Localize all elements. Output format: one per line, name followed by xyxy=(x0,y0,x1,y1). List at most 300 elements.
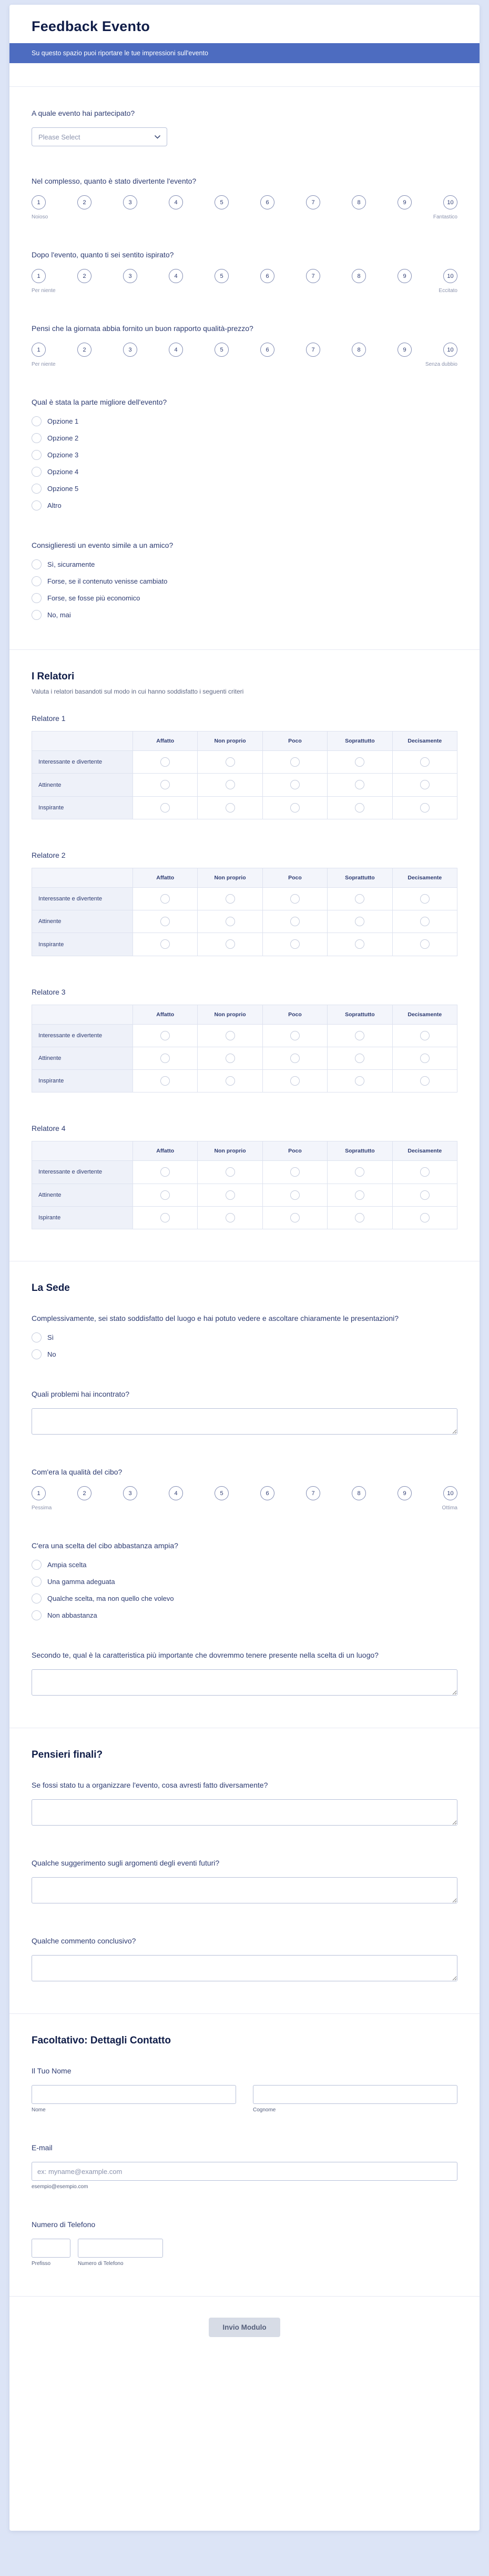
scale-option-7[interactable]: 7 xyxy=(306,343,320,357)
question-label: Il Tuo Nome xyxy=(32,2067,72,2076)
table-row xyxy=(32,774,457,796)
radio-option-label: Sì, sicuramente xyxy=(47,560,95,569)
matrix-radio-cell[interactable] xyxy=(198,910,262,933)
scale-option-9[interactable]: 9 xyxy=(398,1486,412,1500)
radio-circle-icon xyxy=(160,1076,170,1086)
matrix-column-header: Decisamente xyxy=(392,731,457,751)
table-row xyxy=(32,751,457,774)
event-select[interactable] xyxy=(32,127,167,146)
table-row xyxy=(32,933,457,956)
question-label: Pensi che la giornata abbia fornito un buon rapporto qualità-prezzo? xyxy=(32,324,253,333)
matrix-radio-cell[interactable] xyxy=(262,1070,327,1092)
radio-circle-icon xyxy=(420,1167,430,1177)
matrix-radio-cell[interactable] xyxy=(198,1070,262,1092)
matrix-title: Relatore 1 xyxy=(32,714,66,723)
radio-option-label: Sì xyxy=(47,1334,54,1342)
matrix-radio-cell[interactable] xyxy=(262,1047,327,1069)
radio-circle-icon xyxy=(420,1213,430,1222)
matrix-radio-cell[interactable] xyxy=(133,1161,198,1184)
radio-option[interactable] xyxy=(32,593,457,603)
scale-options xyxy=(32,1486,457,1500)
scale-option-5[interactable]: 5 xyxy=(215,343,229,357)
radio-circle-icon xyxy=(32,1610,42,1620)
radio-circle-icon xyxy=(32,1593,42,1603)
matrix-radio-cell[interactable] xyxy=(198,774,262,796)
question-soddisfatto-luogo xyxy=(32,1313,457,1359)
scale-option-9[interactable]: 9 xyxy=(398,269,412,283)
radio-circle-icon xyxy=(226,1167,235,1177)
radio-circle-icon xyxy=(355,1054,364,1063)
matrix-column-header: Poco xyxy=(262,868,327,887)
matrix-radio-cell[interactable] xyxy=(328,933,392,956)
table-row xyxy=(32,1047,457,1069)
scale-option-4[interactable]: 4 xyxy=(169,269,183,283)
scale-option-2[interactable]: 2 xyxy=(77,1486,91,1500)
radio-group xyxy=(32,1332,457,1359)
matrix-corner-cell xyxy=(32,731,133,751)
question-consiglieresti xyxy=(32,540,457,620)
radio-circle-icon xyxy=(32,433,42,443)
matrix-radio-cell[interactable] xyxy=(392,1024,457,1047)
question-parte-migliore xyxy=(32,397,457,510)
radio-circle-icon xyxy=(226,1054,235,1063)
phone-number-field xyxy=(78,2239,163,2267)
section-sede xyxy=(32,1282,457,1294)
rating-table xyxy=(32,1005,457,1093)
matrix-radio-cell[interactable] xyxy=(328,774,392,796)
table-row xyxy=(32,1206,457,1229)
radio-circle-icon xyxy=(226,780,235,789)
radio-option[interactable] xyxy=(32,416,457,426)
scale-option-6[interactable]: 6 xyxy=(260,269,274,283)
radio-circle-icon xyxy=(160,780,170,789)
matrix-radio-cell[interactable] xyxy=(328,1024,392,1047)
matrix-radio-cell[interactable] xyxy=(392,910,457,933)
table-row xyxy=(32,1070,457,1092)
matrix-radio-cell[interactable] xyxy=(262,910,327,933)
matrix-radio-cell[interactable] xyxy=(392,887,457,910)
question-label: Complessivamente, sei stato soddisfatto del luogo e hai potuto vedere e ascoltare chiaramente le presentazioni? xyxy=(32,1314,399,1323)
scale-option-1[interactable]: 1 xyxy=(32,195,46,209)
radio-option-label: Opzione 4 xyxy=(47,468,79,476)
matrix-column-header: Poco xyxy=(262,1141,327,1161)
section-divider xyxy=(9,649,480,650)
radio-circle-icon xyxy=(226,803,235,813)
radio-circle-icon xyxy=(160,1190,170,1200)
radio-circle-icon xyxy=(32,467,42,477)
radio-circle-icon xyxy=(160,894,170,904)
matrix-row-label: Inspirante xyxy=(32,1070,133,1092)
email-input[interactable] xyxy=(32,2162,457,2181)
question-label: Quali problemi hai incontrato? xyxy=(32,1390,129,1399)
textarea-input[interactable] xyxy=(32,1669,457,1696)
chevron-down-icon xyxy=(155,135,160,139)
scale-option-5[interactable]: 5 xyxy=(215,269,229,283)
radio-circle-icon xyxy=(355,1076,364,1086)
matrix-radio-cell[interactable] xyxy=(133,1024,198,1047)
table-row xyxy=(32,1161,457,1184)
question-label: Qualche commento conclusivo? xyxy=(32,1937,136,1946)
radio-circle-icon xyxy=(290,1190,300,1200)
scale-option-5[interactable]: 5 xyxy=(215,195,229,209)
scale-option-8[interactable]: 8 xyxy=(352,343,366,357)
form-card xyxy=(9,5,480,2531)
radio-circle-icon xyxy=(290,780,300,789)
question-scelta-cibo xyxy=(32,1540,457,1620)
section-divider xyxy=(9,2013,480,2014)
radio-option-label: Altro xyxy=(47,502,62,510)
radio-circle-icon xyxy=(420,757,430,767)
matrix-column-header: Decisamente xyxy=(392,1005,457,1024)
last-name-input[interactable] xyxy=(253,2085,457,2104)
radio-group xyxy=(32,559,457,620)
matrix-radio-cell[interactable] xyxy=(262,887,327,910)
matrix-radio-cell[interactable] xyxy=(133,910,198,933)
radio-option-label: Qualche scelta, ma non quello che volevo xyxy=(47,1595,174,1603)
radio-circle-icon xyxy=(355,939,364,949)
matrix-relatore-1 xyxy=(32,714,457,819)
radio-circle-icon xyxy=(32,1332,42,1342)
scale-option-1[interactable]: 1 xyxy=(32,1486,46,1500)
radio-circle-icon xyxy=(290,1076,300,1086)
matrix-row-label: Interessante e divertente xyxy=(32,1161,133,1184)
section-title: I Relatori xyxy=(32,671,75,683)
matrix-row-label: Interessante e divertente xyxy=(32,1024,133,1047)
matrix-radio-cell[interactable] xyxy=(392,933,457,956)
matrix-radio-cell[interactable] xyxy=(133,1047,198,1069)
question-problemi xyxy=(32,1389,457,1437)
radio-circle-icon xyxy=(226,1190,235,1200)
scale-option-3[interactable]: 3 xyxy=(123,343,137,357)
select-placeholder: Please Select xyxy=(38,133,80,141)
matrix-radio-cell[interactable] xyxy=(392,751,457,774)
area-code-input[interactable] xyxy=(32,2239,70,2258)
scale-end-labels xyxy=(32,1505,457,1511)
matrix-column-header: Soprattutto xyxy=(328,868,392,887)
matrix-radio-cell[interactable] xyxy=(198,751,262,774)
radio-circle-icon xyxy=(226,1031,235,1040)
matrix-radio-cell[interactable] xyxy=(262,751,327,774)
matrix-radio-cell[interactable] xyxy=(392,1161,457,1184)
matrix-column-header: Affatto xyxy=(133,868,198,887)
scale-min-label: Per niente xyxy=(32,362,56,368)
matrix-row-label: Inspirante xyxy=(32,933,133,956)
field-sublabel: Cognome xyxy=(253,2107,276,2113)
radio-circle-icon xyxy=(32,484,42,494)
matrix-relatore-3 xyxy=(32,988,457,1093)
scale-option-10[interactable]: 10 xyxy=(443,1486,457,1500)
form-body xyxy=(9,63,480,2337)
matrix-radio-cell[interactable] xyxy=(328,751,392,774)
scale-min-label: Pessima xyxy=(32,1505,52,1511)
radio-option[interactable] xyxy=(32,1577,457,1587)
scale-min-label: Noioso xyxy=(32,214,48,220)
scale-option-2[interactable]: 2 xyxy=(77,195,91,209)
radio-circle-icon xyxy=(290,1031,300,1040)
radio-circle-icon xyxy=(32,576,42,586)
scale-option-7[interactable]: 7 xyxy=(306,195,320,209)
matrix-radio-cell[interactable] xyxy=(328,1047,392,1069)
scale-option-2[interactable]: 2 xyxy=(77,343,91,357)
matrix-radio-cell[interactable] xyxy=(198,933,262,956)
question-divertente xyxy=(32,176,457,220)
radio-option[interactable] xyxy=(32,484,457,494)
radio-option[interactable] xyxy=(32,467,457,477)
radio-circle-icon xyxy=(226,894,235,904)
radio-option-label: Forse, se fosse più economico xyxy=(47,594,140,603)
radio-circle-icon xyxy=(160,1031,170,1040)
matrix-radio-cell[interactable] xyxy=(328,1161,392,1184)
radio-circle-icon xyxy=(226,917,235,926)
radio-circle-icon xyxy=(355,1167,364,1177)
matrix-radio-cell[interactable] xyxy=(262,1206,327,1229)
scale-option-3[interactable]: 3 xyxy=(123,269,137,283)
question-qualita-cibo xyxy=(32,1467,457,1511)
section-pensieri-finali xyxy=(32,1749,457,1761)
matrix-radio-cell[interactable] xyxy=(198,1047,262,1069)
scale-option-10[interactable]: 10 xyxy=(443,343,457,357)
matrix-radio-cell[interactable] xyxy=(392,1047,457,1069)
table-row xyxy=(32,887,457,910)
radio-circle-icon xyxy=(290,917,300,926)
radio-option-label: Opzione 2 xyxy=(47,434,79,443)
textarea-input[interactable] xyxy=(32,1408,457,1435)
scale-option-7[interactable]: 7 xyxy=(306,269,320,283)
radio-circle-icon xyxy=(290,803,300,813)
radio-option[interactable] xyxy=(32,1349,457,1359)
matrix-radio-cell[interactable] xyxy=(328,910,392,933)
radio-option[interactable] xyxy=(32,1610,457,1620)
scale-option-6[interactable]: 6 xyxy=(260,343,274,357)
matrix-column-header: Soprattutto xyxy=(328,1141,392,1161)
matrix-radio-cell[interactable] xyxy=(328,887,392,910)
matrix-radio-cell[interactable] xyxy=(392,796,457,819)
matrix-radio-cell[interactable] xyxy=(262,933,327,956)
scale-min-label: Per niente xyxy=(32,288,56,294)
radio-circle-icon xyxy=(32,500,42,510)
question-label: Qualche suggerimento sugli argomenti degli eventi futuri? xyxy=(32,1859,220,1868)
matrix-radio-cell[interactable] xyxy=(328,1206,392,1229)
matrix-radio-cell[interactable] xyxy=(198,1184,262,1206)
section-relatori xyxy=(32,671,457,695)
scale-options xyxy=(32,343,457,357)
matrix-row-label: Interessante e divertente xyxy=(32,887,133,910)
question-label: E-mail xyxy=(32,2143,53,2152)
scale-option-10[interactable]: 10 xyxy=(443,269,457,283)
matrix-radio-cell[interactable] xyxy=(198,796,262,819)
scale-max-label: Ottima xyxy=(442,1505,457,1511)
last-name-field xyxy=(253,2085,457,2113)
matrix-column-header: Poco xyxy=(262,731,327,751)
question-label: Consiglieresti un evento simile a un amico? xyxy=(32,541,174,550)
matrix-row-label: Inspirante xyxy=(32,796,133,819)
matrix-relatore-4 xyxy=(32,1124,457,1229)
question-label: Dopo l'evento, quanto ti sei sentito ispirato? xyxy=(32,250,174,259)
matrix-column-header: Affatto xyxy=(133,1141,198,1161)
matrix-row-label: Attinente xyxy=(32,1184,133,1206)
scale-option-9[interactable]: 9 xyxy=(398,343,412,357)
radio-circle-icon xyxy=(420,917,430,926)
scale-option-1[interactable]: 1 xyxy=(32,269,46,283)
radio-option-label: Una gamma adeguata xyxy=(47,1578,115,1586)
radio-option[interactable] xyxy=(32,450,457,460)
field-sublabel: Numero di Telefono xyxy=(78,2261,124,2267)
radio-group xyxy=(32,416,457,510)
scale-option-5[interactable]: 5 xyxy=(215,1486,229,1500)
scale-option-6[interactable]: 6 xyxy=(260,1486,274,1500)
matrix-radio-cell[interactable] xyxy=(198,1206,262,1229)
matrix-radio-cell[interactable] xyxy=(392,1184,457,1206)
radio-option-label: Opzione 5 xyxy=(47,485,79,493)
form-subtitle: Su questo spazio puoi riportare le tue impressioni sull'evento xyxy=(9,43,480,63)
matrix-row-label: Interessante e divertente xyxy=(32,751,133,774)
radio-circle-icon xyxy=(355,1190,364,1200)
matrix-radio-cell[interactable] xyxy=(133,796,198,819)
matrix-column-header: Poco xyxy=(262,1005,327,1024)
radio-circle-icon xyxy=(290,1054,300,1063)
scale-option-7[interactable]: 7 xyxy=(306,1486,320,1500)
radio-option-label: Forse, se il contenuto venisse cambiato xyxy=(47,577,168,586)
section-title: La Sede xyxy=(32,1282,70,1294)
question-evento xyxy=(32,108,457,146)
radio-option[interactable] xyxy=(32,610,457,620)
radio-option[interactable] xyxy=(32,559,457,569)
matrix-radio-cell[interactable] xyxy=(262,796,327,819)
matrix-radio-cell[interactable] xyxy=(262,1184,327,1206)
rating-table xyxy=(32,1141,457,1229)
scale-option-4[interactable]: 4 xyxy=(169,343,183,357)
matrix-radio-cell[interactable] xyxy=(328,1184,392,1206)
matrix-radio-cell[interactable] xyxy=(328,796,392,819)
radio-circle-icon xyxy=(32,610,42,620)
section-divider xyxy=(9,86,480,87)
first-name-field xyxy=(32,2085,236,2113)
matrix-radio-cell[interactable] xyxy=(133,887,198,910)
table-row xyxy=(32,910,457,933)
question-telefono xyxy=(32,2219,457,2267)
radio-option[interactable] xyxy=(32,1560,457,1570)
matrix-row-label: Ispirante xyxy=(32,1206,133,1229)
matrix-title: Relatore 4 xyxy=(32,1124,66,1133)
scale-option-1[interactable]: 1 xyxy=(32,343,46,357)
radio-circle-icon xyxy=(290,894,300,904)
radio-circle-icon xyxy=(160,1213,170,1222)
scale-option-10[interactable]: 10 xyxy=(443,195,457,209)
matrix-column-header: Non proprio xyxy=(198,1141,262,1161)
phone-number-input[interactable] xyxy=(78,2239,163,2258)
radio-circle-icon xyxy=(226,757,235,767)
radio-circle-icon xyxy=(32,416,42,426)
radio-option[interactable] xyxy=(32,500,457,510)
form-title: Feedback Evento xyxy=(32,18,150,34)
matrix-radio-cell[interactable] xyxy=(392,1206,457,1229)
radio-circle-icon xyxy=(290,757,300,767)
matrix-radio-cell[interactable] xyxy=(198,1161,262,1184)
scale-option-8[interactable]: 8 xyxy=(352,269,366,283)
scale-option-4[interactable]: 4 xyxy=(169,1486,183,1500)
rating-table xyxy=(32,868,457,956)
submit-row xyxy=(32,2318,457,2337)
textarea-input[interactable] xyxy=(32,1877,457,1903)
matrix-corner-cell xyxy=(32,1005,133,1024)
scale-option-6[interactable]: 6 xyxy=(260,195,274,209)
radio-option[interactable] xyxy=(32,1332,457,1342)
matrix-radio-cell[interactable] xyxy=(133,1184,198,1206)
scale-option-3[interactable]: 3 xyxy=(123,195,137,209)
radio-circle-icon xyxy=(355,803,364,813)
matrix-column-header: Soprattutto xyxy=(328,731,392,751)
matrix-radio-cell[interactable] xyxy=(262,774,327,796)
textarea-input[interactable] xyxy=(32,1955,457,1981)
question-label: Qual è stata la parte migliore dell'evento? xyxy=(32,398,167,407)
matrix-radio-cell[interactable] xyxy=(133,751,198,774)
textarea-input[interactable] xyxy=(32,1799,457,1826)
radio-circle-icon xyxy=(32,559,42,569)
radio-circle-icon xyxy=(160,1167,170,1177)
radio-circle-icon xyxy=(420,1031,430,1040)
scale-options xyxy=(32,269,457,283)
matrix-radio-cell[interactable] xyxy=(133,774,198,796)
name-fields-row xyxy=(32,2085,457,2113)
radio-circle-icon xyxy=(290,1167,300,1177)
radio-circle-icon xyxy=(420,894,430,904)
scale-max-label: Senza dubbio xyxy=(425,362,457,368)
matrix-radio-cell[interactable] xyxy=(133,1070,198,1092)
question-label: A quale evento hai partecipato? xyxy=(32,109,135,118)
radio-circle-icon xyxy=(226,1076,235,1086)
scale-option-9[interactable]: 9 xyxy=(398,195,412,209)
matrix-column-header: Affatto xyxy=(133,1005,198,1024)
scale-option-8[interactable]: 8 xyxy=(352,195,366,209)
email-helper: esempio@esempio.com xyxy=(32,2184,88,2190)
matrix-radio-cell[interactable] xyxy=(392,774,457,796)
radio-circle-icon xyxy=(32,593,42,603)
radio-circle-icon xyxy=(290,939,300,949)
radio-circle-icon xyxy=(355,917,364,926)
matrix-column-header: Non proprio xyxy=(198,868,262,887)
matrix-column-header: Decisamente xyxy=(392,868,457,887)
matrix-radio-cell[interactable] xyxy=(198,887,262,910)
first-name-input[interactable] xyxy=(32,2085,236,2104)
scale-max-label: Fantastico xyxy=(433,214,457,220)
radio-circle-icon xyxy=(226,1213,235,1222)
matrix-radio-cell[interactable] xyxy=(262,1161,327,1184)
radio-circle-icon xyxy=(160,917,170,926)
matrix-row-label: Attinente xyxy=(32,1047,133,1069)
matrix-radio-cell[interactable] xyxy=(262,1024,327,1047)
question-ispirato xyxy=(32,249,457,294)
scale-option-4[interactable]: 4 xyxy=(169,195,183,209)
matrix-radio-cell[interactable] xyxy=(133,933,198,956)
radio-option[interactable] xyxy=(32,576,457,586)
radio-option[interactable] xyxy=(32,433,457,443)
matrix-radio-cell[interactable] xyxy=(133,1206,198,1229)
radio-circle-icon xyxy=(420,939,430,949)
matrix-radio-cell[interactable] xyxy=(392,1070,457,1092)
section-title: Pensieri finali? xyxy=(32,1749,103,1761)
matrix-header-row xyxy=(32,731,457,751)
matrix-radio-cell[interactable] xyxy=(198,1024,262,1047)
matrix-title: Relatore 3 xyxy=(32,987,66,996)
matrix-radio-cell[interactable] xyxy=(328,1070,392,1092)
rating-table xyxy=(32,731,457,819)
radio-option[interactable] xyxy=(32,1593,457,1603)
scale-option-3[interactable]: 3 xyxy=(123,1486,137,1500)
question-label: Numero di Telefono xyxy=(32,2220,96,2229)
scale-option-2[interactable]: 2 xyxy=(77,269,91,283)
scale-option-8[interactable]: 8 xyxy=(352,1486,366,1500)
submit-button[interactable]: Invio Modulo xyxy=(209,2318,280,2337)
